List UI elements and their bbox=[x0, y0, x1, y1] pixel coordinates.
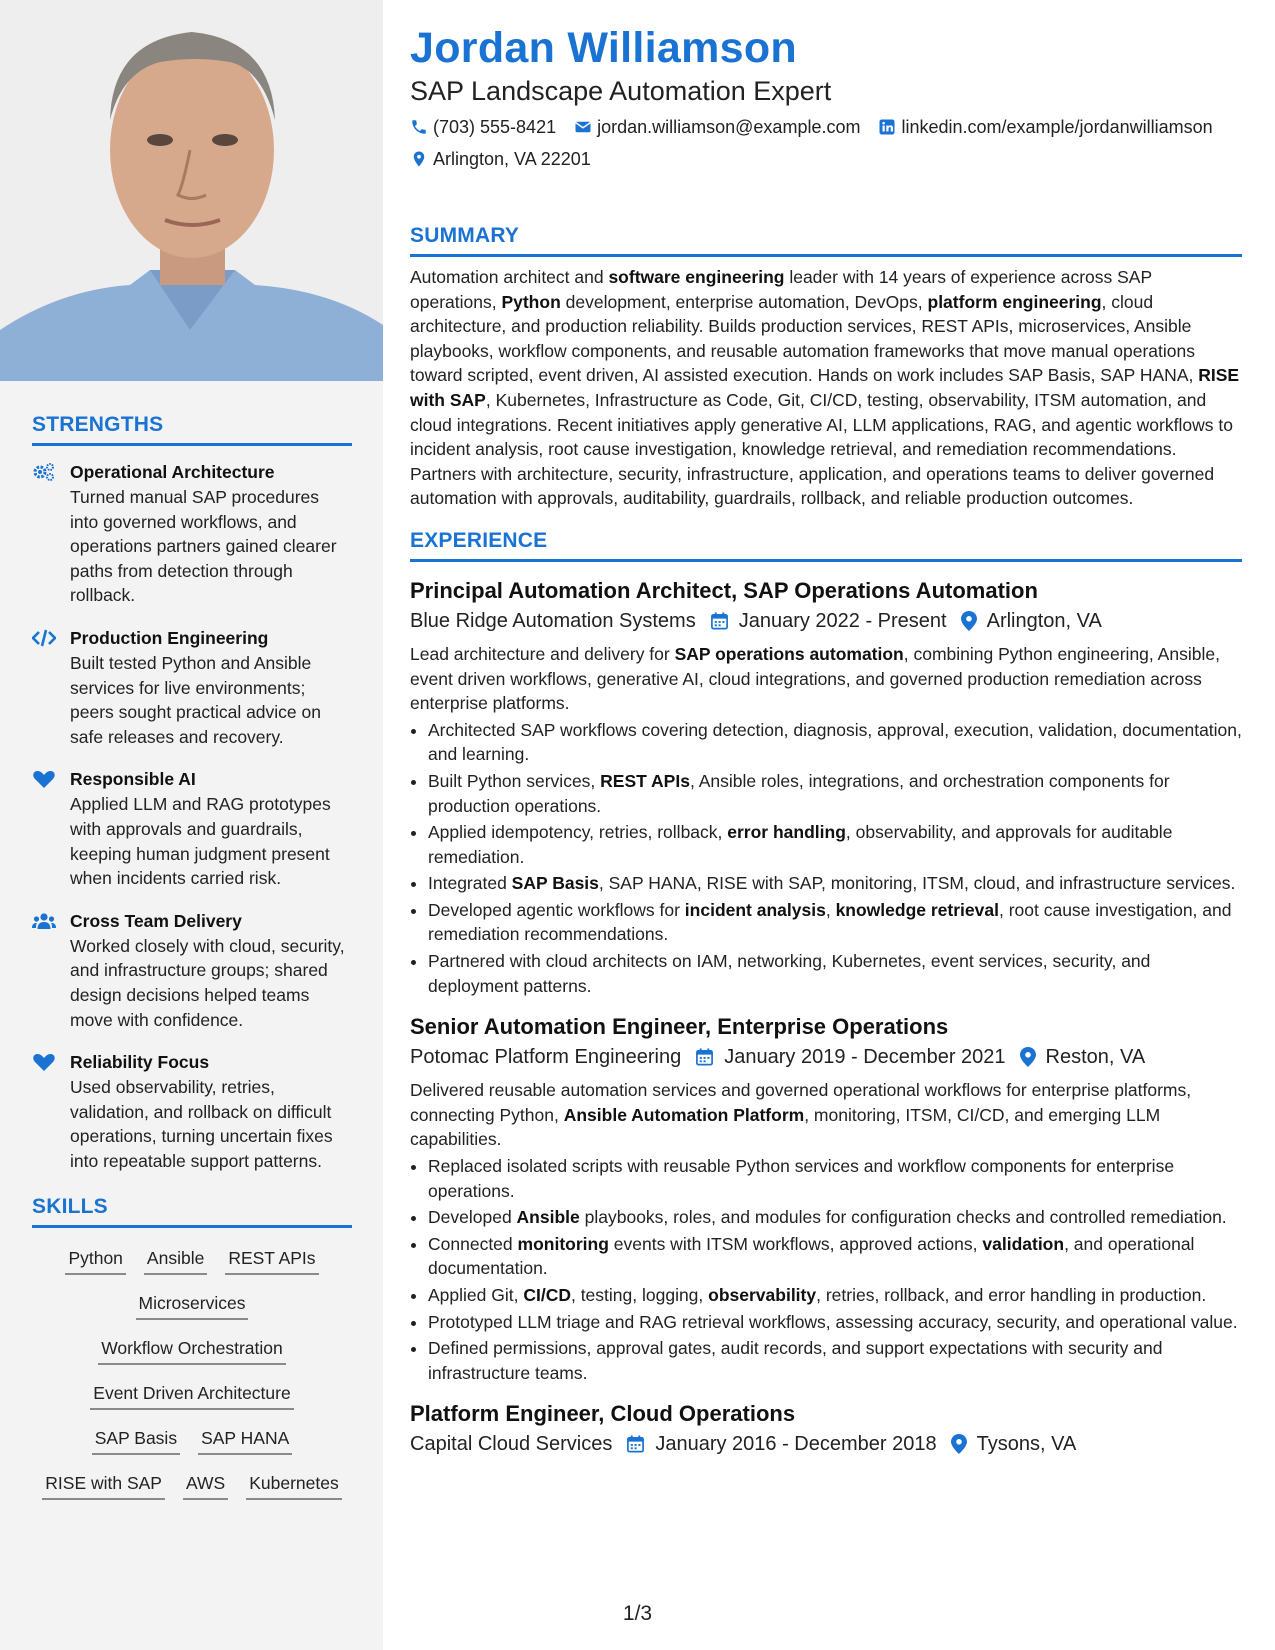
job-bullet: • Prototyped LLM triage and RAG retrieval workflows, assessing accuracy, security, and operational value. bbox=[428, 1310, 1242, 1335]
emphasis: Ansible bbox=[516, 1207, 580, 1228]
job-dates: January 2022 - Present bbox=[738, 609, 947, 632]
job-bullet: • Built Python services, REST APIs, Ansible roles, integrations, and orchestration components for production operations. bbox=[428, 769, 1242, 818]
skill-tag: Event Driven Architecture bbox=[90, 1381, 293, 1410]
strengths-heading: STRENGTHS bbox=[32, 413, 352, 446]
job-bullet: • Defined permissions, approval gates, audit records, and support expectations with security and infrastructure teams. bbox=[428, 1336, 1242, 1385]
map-pin-icon bbox=[1020, 1047, 1036, 1067]
map-pin-icon bbox=[961, 611, 977, 631]
location-text: Arlington, VA 22201 bbox=[433, 149, 591, 169]
page-number: 1/3 bbox=[622, 1602, 653, 1625]
email-item[interactable] bbox=[574, 116, 860, 138]
job-bullet: • Applied Git, CI/CD, testing, logging, observability, retries, rollback, and error handling in production. bbox=[428, 1283, 1242, 1308]
summary-text: Automation architect and software engineering leader with 14 years of experience across SAP operations, Python development, enterprise automation, DevOps, platform engineering, cloud architecture, and production reliability. Builds production services, REST APIs, microservices, Ansible playbooks, workflow components, and reusable automation frameworks that move manual operations toward scripted, event driven, AI assisted execution. Hands on work includes SAP Basis, SAP HANA, RISE with SAP, Kubernetes, Infrastructure as Code, Git, CI/CD, testing, observability, ITSM automation, and cloud integrations. Recent initiatives apply generative AI, LLM applications, RAG, and agentic workflows to incident analysis, root cause investigation, knowledge retrieval, and remediation recommendations. Partners with architecture, security, infrastructure, application, and operations teams to deliver governed automation with approvals, auditability, guardrails, rollback, and reliable production outcomes. bbox=[410, 267, 1240, 509]
location-item bbox=[410, 148, 591, 170]
summary-heading: SUMMARY bbox=[410, 224, 1242, 257]
emphasis: observability bbox=[708, 1285, 817, 1305]
phone-icon bbox=[410, 118, 428, 136]
strength-body bbox=[70, 626, 352, 749]
strength-description: Built tested Python and Ansible services for live environments; peers sought practical advice on safe releases and recovery. bbox=[70, 652, 321, 747]
strength-body bbox=[70, 460, 352, 608]
job-entry bbox=[410, 1399, 1242, 1459]
emphasis: RISE with SAP bbox=[410, 365, 1240, 410]
experience-heading: EXPERIENCE bbox=[410, 529, 1242, 562]
strength-item bbox=[32, 460, 352, 608]
emphasis: error handling bbox=[727, 822, 846, 843]
phone-text: (703) 555-8421 bbox=[433, 117, 557, 137]
job-location: Tysons, VA bbox=[976, 1433, 1077, 1456]
candidate-name: Jordan Williamson bbox=[410, 24, 797, 72]
company-name: Potomac Platform Engineering bbox=[410, 1046, 682, 1069]
users-icon bbox=[32, 909, 70, 1032]
emphasis: platform engineering bbox=[927, 291, 1102, 312]
sidebar bbox=[0, 0, 383, 1650]
emphasis: SAP operations automation bbox=[674, 643, 904, 664]
skill-row bbox=[32, 1381, 352, 1410]
calendar-icon bbox=[626, 1434, 645, 1454]
job-meta bbox=[410, 606, 1242, 636]
linkedin-item[interactable] bbox=[878, 116, 1212, 138]
job-bullet: • Replaced isolated scripts with reusable Python services and workflow components for enterprise operations. bbox=[428, 1154, 1242, 1203]
jobs-list bbox=[410, 576, 1242, 1459]
job-bullet: • Architected SAP workflows covering detection, diagnosis, approval, execution, validation, documentation, and learning. bbox=[428, 718, 1242, 767]
contact-info bbox=[410, 116, 1242, 180]
job-dates: January 2019 - December 2021 bbox=[724, 1046, 1006, 1069]
map-pin-icon bbox=[410, 150, 428, 168]
job-title: Principal Automation Architect, SAP Operations Automation bbox=[410, 577, 1038, 603]
job-bullets bbox=[410, 718, 1242, 999]
job-bullets bbox=[410, 1154, 1242, 1385]
skill-tag: Ansible bbox=[144, 1246, 207, 1275]
company-name: Capital Cloud Services bbox=[410, 1433, 613, 1456]
profile-photo bbox=[0, 0, 383, 381]
strength-description: Turned manual SAP procedures into governed workflows, and operations partners gained clearer paths from detection through rollback. bbox=[70, 487, 337, 606]
strength-description: Applied LLM and RAG prototypes with approvals and guardrails, keeping human judgment present when incidents carried risk. bbox=[70, 794, 331, 889]
skill-tag: AWS bbox=[183, 1471, 228, 1500]
skill-tag: Kubernetes bbox=[246, 1471, 342, 1500]
job-bullet: • Developed agentic workflows for incident analysis, knowledge retrieval, root cause investigation, and remediation recommendations. bbox=[428, 898, 1242, 947]
skill-tag: REST APIs bbox=[225, 1246, 318, 1275]
emphasis: SAP Basis bbox=[511, 873, 599, 894]
emphasis: monitoring bbox=[517, 1233, 609, 1254]
skill-tag: SAP HANA bbox=[198, 1426, 292, 1455]
skill-row bbox=[32, 1246, 352, 1275]
linkedin-text[interactable]: linkedin.com/example/jordanwilliamson bbox=[901, 117, 1213, 137]
job-title: Senior Automation Engineer, Enterprise Operations bbox=[410, 1014, 949, 1040]
skills-list bbox=[32, 1246, 352, 1500]
heart-icon bbox=[32, 767, 70, 890]
sidebar-content bbox=[32, 413, 352, 1516]
job-bullet: • Applied idempotency, retries, rollback, error handling, observability, and approvals for auditable remediation. bbox=[428, 820, 1242, 869]
skill-tag: Microservices bbox=[136, 1291, 249, 1320]
emphasis: knowledge retrieval bbox=[835, 899, 999, 920]
skill-tag: Python bbox=[65, 1246, 125, 1275]
experience-section bbox=[410, 529, 1242, 1459]
skill-row bbox=[32, 1471, 352, 1500]
calendar-icon bbox=[710, 611, 729, 631]
linkedin-icon bbox=[878, 118, 896, 136]
job-entry bbox=[410, 1012, 1242, 1385]
company-name: Blue Ridge Automation Systems bbox=[410, 609, 696, 632]
emphasis: CI/CD bbox=[523, 1285, 571, 1305]
strength-item bbox=[32, 1050, 352, 1173]
strength-item bbox=[32, 909, 352, 1032]
candidate-title: SAP Landscape Automation Expert bbox=[410, 76, 832, 106]
job-bullet: • Connected monitoring events with ITSM workflows, approved actions, validation, and operational documentation. bbox=[428, 1232, 1242, 1281]
emphasis: incident analysis bbox=[684, 899, 826, 920]
job-entry bbox=[410, 576, 1242, 998]
skill-row bbox=[32, 1426, 352, 1455]
strength-body bbox=[70, 909, 352, 1032]
strength-item bbox=[32, 767, 352, 890]
job-location: Reston, VA bbox=[1045, 1046, 1146, 1069]
skills-heading: SKILLS bbox=[32, 1195, 352, 1228]
strength-body bbox=[70, 767, 352, 890]
emphasis: validation bbox=[982, 1233, 1065, 1254]
strength-body bbox=[70, 1050, 352, 1173]
phone-item bbox=[410, 116, 556, 138]
job-meta bbox=[410, 1042, 1242, 1072]
job-intro: Lead architecture and delivery for SAP operations automation, combining Python engineering, Ansible, event driven workflows, generative AI, cloud integrations, and governed production remediation across enterprise platforms. bbox=[410, 643, 1220, 714]
strength-item bbox=[32, 626, 352, 749]
skill-tag: Workflow Orchestration bbox=[98, 1336, 286, 1365]
job-bullet: • Developed Ansible playbooks, roles, and modules for configuration checks and controlled remediation. bbox=[428, 1205, 1242, 1230]
emphasis: Ansible Automation Platform bbox=[563, 1104, 805, 1125]
skill-row bbox=[32, 1336, 352, 1365]
skill-tag: SAP Basis bbox=[92, 1426, 180, 1455]
map-pin-icon bbox=[951, 1434, 967, 1454]
heart-icon bbox=[32, 1050, 70, 1173]
job-bullet: • Integrated SAP Basis, SAP HANA, RISE with SAP, monitoring, ITSM, cloud, and infrastructure services. bbox=[428, 871, 1242, 896]
skill-tag: RISE with SAP bbox=[42, 1471, 165, 1500]
emphasis: REST APIs bbox=[600, 770, 690, 791]
strength-title: Responsible AI bbox=[70, 769, 196, 790]
cogs-icon bbox=[32, 460, 70, 608]
code-icon bbox=[32, 626, 70, 749]
strength-title: Production Engineering bbox=[70, 627, 269, 648]
job-bullet: • Partnered with cloud architects on IAM, networking, Kubernetes, event services, security, and deployment patterns. bbox=[428, 949, 1242, 998]
skill-row bbox=[32, 1291, 352, 1320]
main-content bbox=[410, 22, 1242, 1465]
emphasis: software engineering bbox=[608, 267, 785, 287]
envelope-icon bbox=[574, 118, 592, 136]
strengths-list bbox=[32, 460, 352, 1173]
strength-description: Worked closely with cloud, security, and infrastructure groups; shared design decisions helped teams move with confidence. bbox=[70, 935, 345, 1030]
emphasis: Python bbox=[501, 291, 561, 312]
job-dates: January 2016 - December 2018 bbox=[655, 1433, 937, 1456]
strength-title: Cross Team Delivery bbox=[70, 910, 242, 931]
email-text[interactable]: jordan.williamson@example.com bbox=[597, 117, 861, 137]
job-meta bbox=[410, 1429, 1242, 1459]
strength-description: Used observability, retries, validation, and rollback on difficult operations, turning uncertain fixes into repeatable support patterns. bbox=[70, 1077, 333, 1171]
job-intro: Delivered reusable automation services and governed operational workflows for enterprise platforms, connecting Python, Ansible Automation Platform, monitoring, ITSM, CI/CD, and emerging LLM capabilities. bbox=[410, 1080, 1192, 1150]
strength-title: Reliability Focus bbox=[70, 1052, 210, 1073]
job-location: Arlington, VA bbox=[986, 609, 1102, 632]
strength-title: Operational Architecture bbox=[70, 462, 275, 482]
calendar-icon bbox=[695, 1047, 714, 1067]
summary-section bbox=[410, 224, 1242, 511]
job-title: Platform Engineer, Cloud Operations bbox=[410, 1401, 796, 1427]
